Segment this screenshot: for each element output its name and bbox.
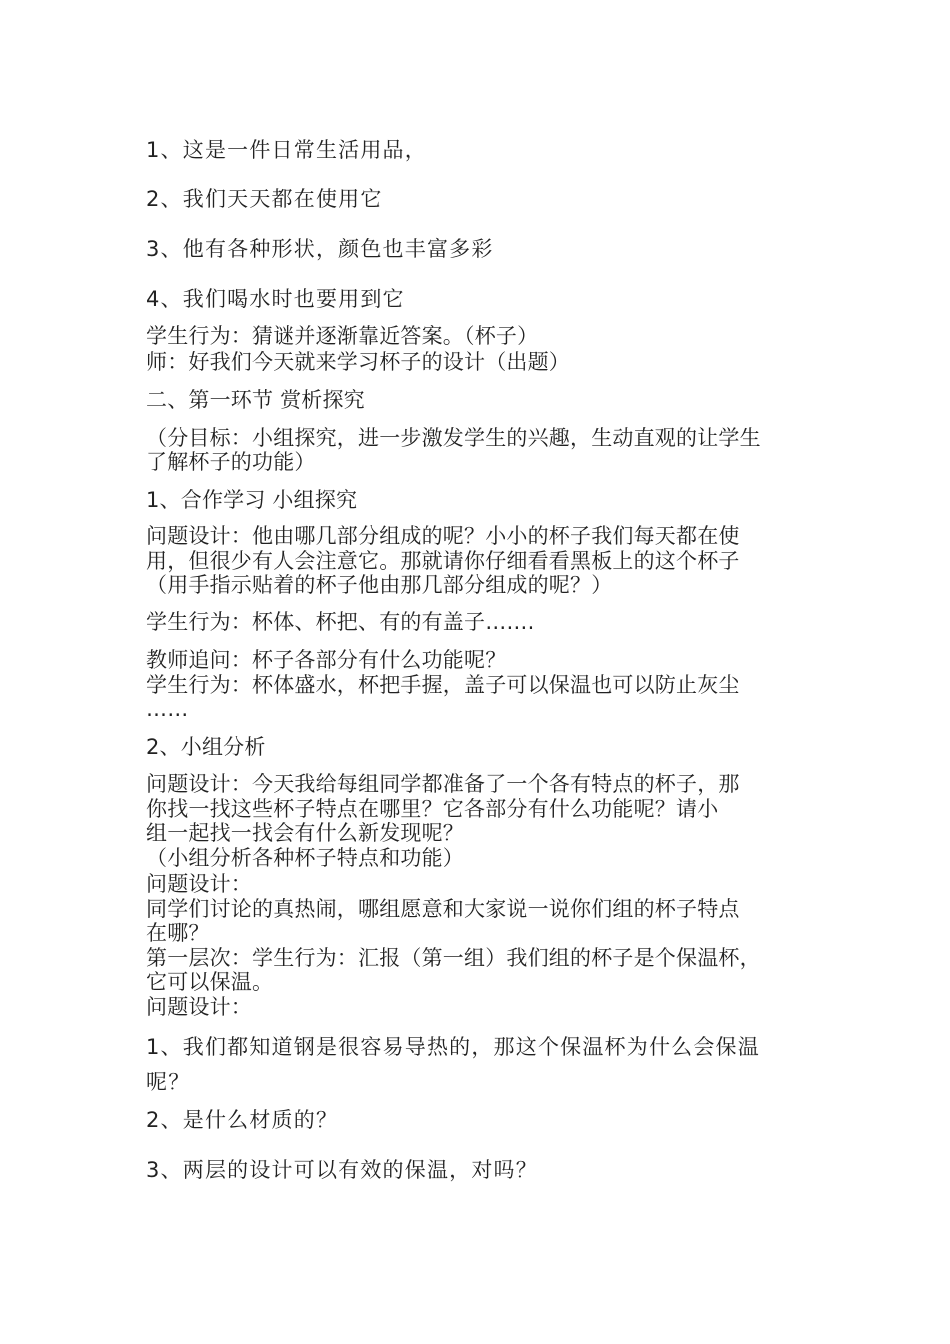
question-design-line-2: 用，但很少有人会注意它。那就请你仔细看看黑板上的这个杯子 (146, 549, 740, 573)
group-question-line-2: 你找一找这些杯子特点在哪里？它各部分有什么功能呢？请小 (146, 797, 719, 821)
insulation-question-1: 1、我们都知道钢是很容易导热的，那这个保温杯为什么会保温 (146, 1035, 760, 1059)
first-level-report-line-2: 它可以保温。 (146, 970, 274, 994)
sub-goal-line-2: 了解杯子的功能） (146, 450, 316, 474)
insulation-question-1-cont: 呢？ (146, 1070, 191, 1094)
riddle-clue-1: 1、这是一件日常生活用品， (146, 138, 427, 162)
question-design-label: 问题设计： (146, 872, 252, 896)
riddle-clue-3: 3、他有各种形状，颜色也丰富多彩 (146, 237, 494, 261)
question-design-line-1: 问题设计：他由哪几部分组成的呢？小小的杯子我们每天都在使 (146, 524, 740, 548)
riddle-clue-2: 2、我们天天都在使用它 (146, 187, 383, 211)
discussion-line-1: 同学们讨论的真热闹，哪组愿意和大家说一说你们组的杯子特点 (146, 897, 740, 921)
riddle-clue-4: 4、我们喝水时也要用到它 (146, 287, 405, 311)
student-action-functions: 学生行为：杯体盛水，杯把手握，盖子可以保温也可以防止灰尘 (146, 673, 740, 697)
question-design-label-2: 问题设计： (146, 995, 252, 1019)
group-question-line-1: 问题设计：今天我给每组同学都准备了一个各有特点的杯子，那 (146, 772, 740, 796)
teacher-followup: 教师追问：杯子各部分有什么功能呢？ (146, 648, 507, 672)
student-action-functions-cont: …… (146, 697, 189, 721)
group-analysis-note: （小组分析各种杯子特点和功能） (146, 846, 464, 870)
subheading-cooperative-study: 1、合作学习 小组探究 (146, 488, 358, 512)
question-design-line-3: （用手指示贴着的杯子他由那几部分组成的呢？） (146, 573, 613, 597)
discussion-line-2: 在哪？ (146, 921, 210, 945)
student-action-parts: 学生行为：杯体、杯把、有的有盖子……. (146, 610, 535, 634)
insulation-question-2: 2、是什么材质的？ (146, 1108, 339, 1132)
section-heading-2: 二、第一环节 赏析探究 (146, 388, 365, 412)
group-question-line-3: 组一起找一找会有什么新发现呢？ (146, 821, 464, 845)
insulation-question-3: 3、两层的设计可以有效的保温，对吗？ (146, 1158, 538, 1182)
sub-goal-line-1: （分目标：小组探究，进一步激发学生的兴趣，生动直观的让学生 (146, 426, 761, 450)
student-action-guess: 学生行为：猜谜并逐渐靠近答案。（杯子） (146, 324, 539, 348)
first-level-report-line-1: 第一层次：学生行为：汇报（第一组）我们组的杯子是个保温杯， (146, 946, 761, 970)
subheading-group-analysis: 2、小组分析 (146, 735, 266, 759)
teacher-intro: 师：好我们今天就来学习杯子的设计（出题） (146, 350, 570, 374)
